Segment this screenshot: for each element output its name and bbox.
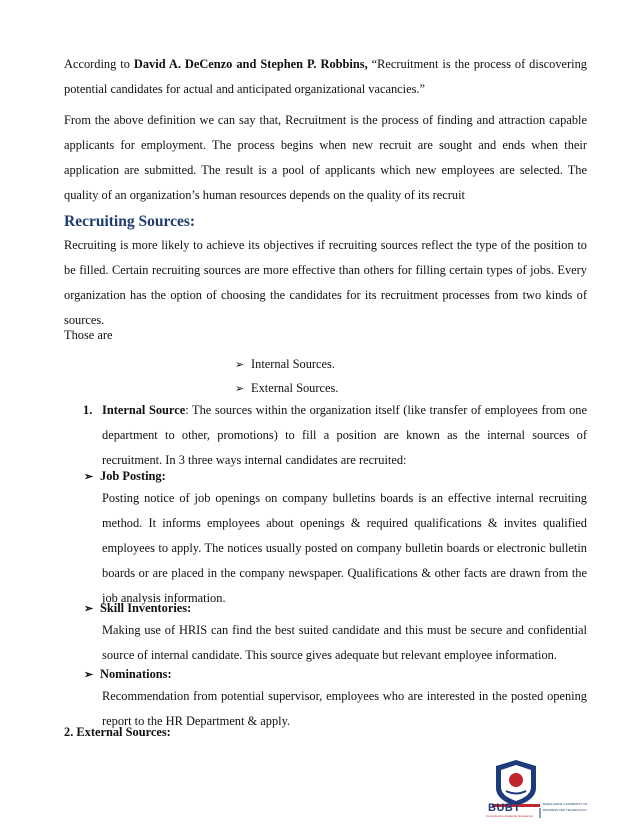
- internal-title: Internal Source: [102, 403, 186, 417]
- job-posting-text: Posting notice of job openings on company bulletins boards is an effective internal recruiting method. It informs employees about openings & required qualifications & invites qualified employees to apply. The notices usually posted on company bulletin boards or electronic bulletin boards or are placed in the company newspaper. Qualifications & other facts are drawn from the job analysis information.: [102, 491, 587, 605]
- source-list-item: [235, 352, 335, 378]
- intro-paragraph: [64, 52, 587, 102]
- section-heading: Recruiting Sources:: [64, 213, 196, 230]
- internal-paragraph: [102, 398, 587, 473]
- intro-authors: David A. DeCenzo and Stephen P. Robbins,: [133, 57, 368, 71]
- arrow-bullet-icon: ➢: [84, 471, 94, 483]
- intro-prefix: According to: [64, 57, 134, 71]
- nominations-text: Recommendation from potential supervisor, employees who are interested in the posted opening report to the HR Department & apply.: [102, 689, 587, 728]
- job-posting-title: Job Posting:: [100, 469, 166, 483]
- source-list-label: External Sources.: [251, 381, 339, 395]
- internal-number: 1.: [83, 403, 93, 417]
- internal-text: : The sources within the organization itself (like transfer of employees from one department to other, promotions) to fill a position are known as the internal sources of recruitment. In 3 three ways internal candidates are recruited:: [102, 403, 587, 467]
- arrow-bullet-icon: ➢: [235, 359, 245, 371]
- sources-paragraph: Recruiting is more likely to achieve its objectives if recruiting sources reflect the type of the position to be filled. Certain recruiting sources are more effective than others for filling certain types of jobs. Every organization has the option of choosing the candidates for its recruitment processes from two kinds of sources.: [64, 238, 587, 327]
- arrow-bullet-icon: ➢: [235, 383, 245, 395]
- definition-paragraph: From the above definition we can say that, Recruitment is the process of finding and attraction capable applicants for employment. The process begins when new recruit are sought and ends when their application are submitted. The result is a pool of applicants which new employees are selected. The quality of an organization’s human resources depends on the quality of its recruit: [64, 113, 587, 202]
- those-are-text: Those are: [64, 328, 113, 342]
- logo-line-1: BANGLADESH UNIVERSITY OF: [543, 802, 588, 806]
- arrow-bullet-icon: ➢: [84, 669, 94, 681]
- logo-tagline: Committed to Academic Excellence: [486, 814, 534, 818]
- external-sources-title: 2. External Sources:: [64, 725, 171, 739]
- skill-inventories-text: Making use of HRIS can find the best suited candidate and this must be secure and confidential source of internal candidate. This source gives adequate but relevant employee information.: [102, 623, 587, 662]
- intro-quote: “Recruitment is the process of discovering potential candidates for actual and anticipated organizational vacancies.”: [64, 57, 587, 96]
- source-list-label: Internal Sources.: [251, 357, 335, 371]
- bubt-logo: [482, 758, 590, 818]
- logo-line-2: BUSINESS AND TECHNOLOGY: [543, 808, 587, 812]
- nominations-title: Nominations:: [100, 667, 172, 681]
- arrow-bullet-icon: ➢: [84, 603, 94, 615]
- skill-inventories-title: Skill Inventories:: [100, 601, 192, 615]
- logo-acronym: BUBT: [488, 802, 521, 814]
